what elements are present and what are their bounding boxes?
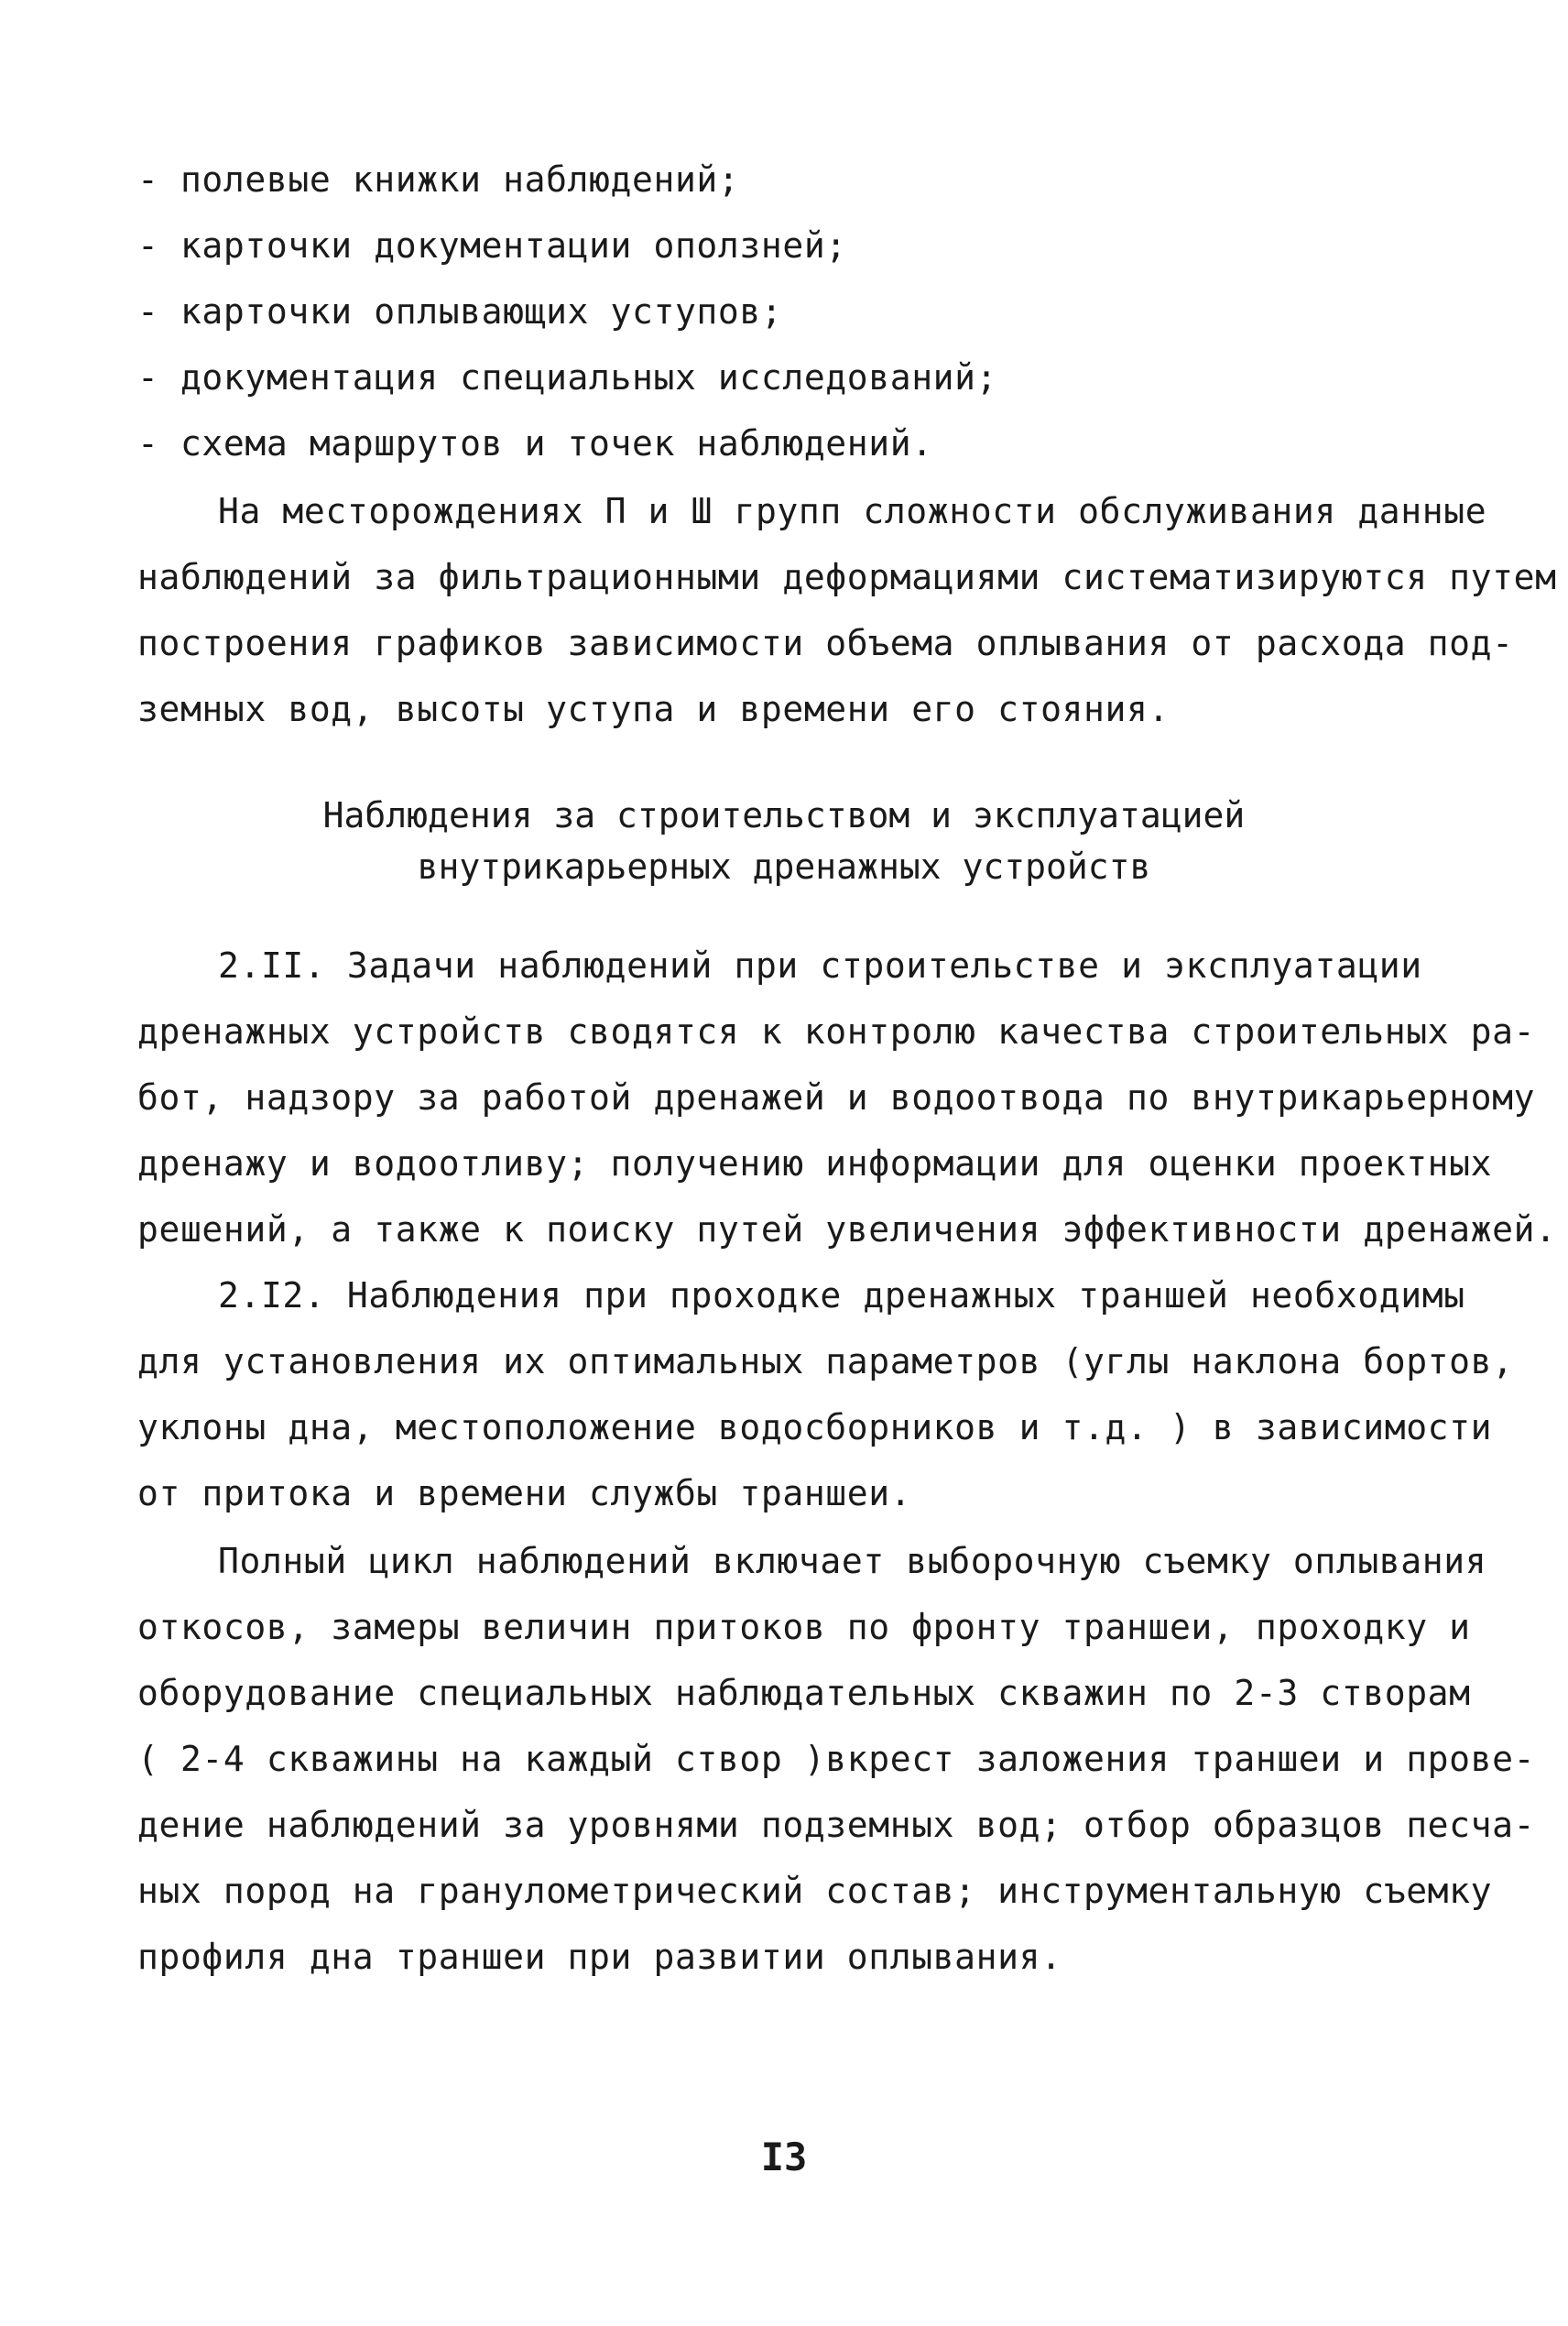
paragraph-line: дение наблюдений за уровнями подземных вод; отбор образцов песча- bbox=[137, 1805, 1536, 1845]
paragraph-line: оборудование специальных наблюдательных скважин по 2-3 створам bbox=[137, 1673, 1471, 1713]
list-item: - полевые книжки наблюдений; bbox=[137, 159, 740, 200]
paragraph-line: решений, а также к поиску путей увеличения эффективности дренажей. bbox=[137, 1209, 1557, 1250]
paragraph-line: откосов, замеры величин притоков по фронту траншеи, проходку и bbox=[137, 1607, 1471, 1647]
page-number: I3 bbox=[760, 2135, 808, 2179]
paragraph-line: Полный цикл наблюдений включает выборочную съемку оплывания bbox=[218, 1541, 1487, 1581]
paragraph-line: от притока и времени службы траншеи. bbox=[137, 1473, 912, 1513]
section-heading: Наблюдения за строительством и эксплуатацией bbox=[322, 795, 1246, 835]
paragraph-line: На месторождениях П и Ш групп сложности обслуживания данные bbox=[218, 491, 1487, 531]
paragraph-line: земных вод, высоты уступа и времени его стояния. bbox=[137, 689, 1170, 729]
section-heading: внутрикарьерных дренажных устройств bbox=[417, 846, 1151, 887]
paragraph-line: 2.II. Задачи наблюдений при строительстве и эксплуатации bbox=[218, 945, 1422, 986]
list-item: - карточки документации оползней; bbox=[137, 225, 847, 266]
paragraph-line: уклоны дна, местоположение водосборников и т.д. ) в зависимости bbox=[137, 1407, 1493, 1447]
paragraph-line: бот, надзору за работой дренажей и водоотвода по внутрикарьерному bbox=[137, 1077, 1536, 1118]
paragraph-line: для установления их оптимальных параметров (углы наклона бортов, bbox=[137, 1341, 1514, 1381]
list-item: - документация специальных исследований; bbox=[137, 357, 998, 398]
list-item: - карточки оплывающих уступов; bbox=[137, 291, 783, 332]
paragraph-line: 2.I2. Наблюдения при проходке дренажных траншей необходимы bbox=[218, 1275, 1465, 1316]
paragraph-line: ных пород на гранулометрический состав; инструментальную съемку bbox=[137, 1871, 1493, 1911]
paragraph-line: ( 2-4 скважины на каждый створ )вкрест заложения траншеи и прове- bbox=[137, 1739, 1536, 1779]
paragraph-line: дренажных устройств сводятся к контролю качества строительных ра- bbox=[137, 1011, 1536, 1052]
paragraph-line: построения графиков зависимости объема оплывания от расхода под- bbox=[137, 623, 1514, 663]
paragraph-line: наблюдений за фильтрационными деформациями систематизируются путем bbox=[137, 557, 1557, 597]
list-item: - схема маршрутов и точек наблюдений. bbox=[137, 423, 933, 464]
paragraph-line: профиля дна траншеи при развитии оплывания. bbox=[137, 1937, 1062, 1977]
paragraph-line: дренажу и водоотливу; получению информации для оценки проектных bbox=[137, 1143, 1493, 1184]
